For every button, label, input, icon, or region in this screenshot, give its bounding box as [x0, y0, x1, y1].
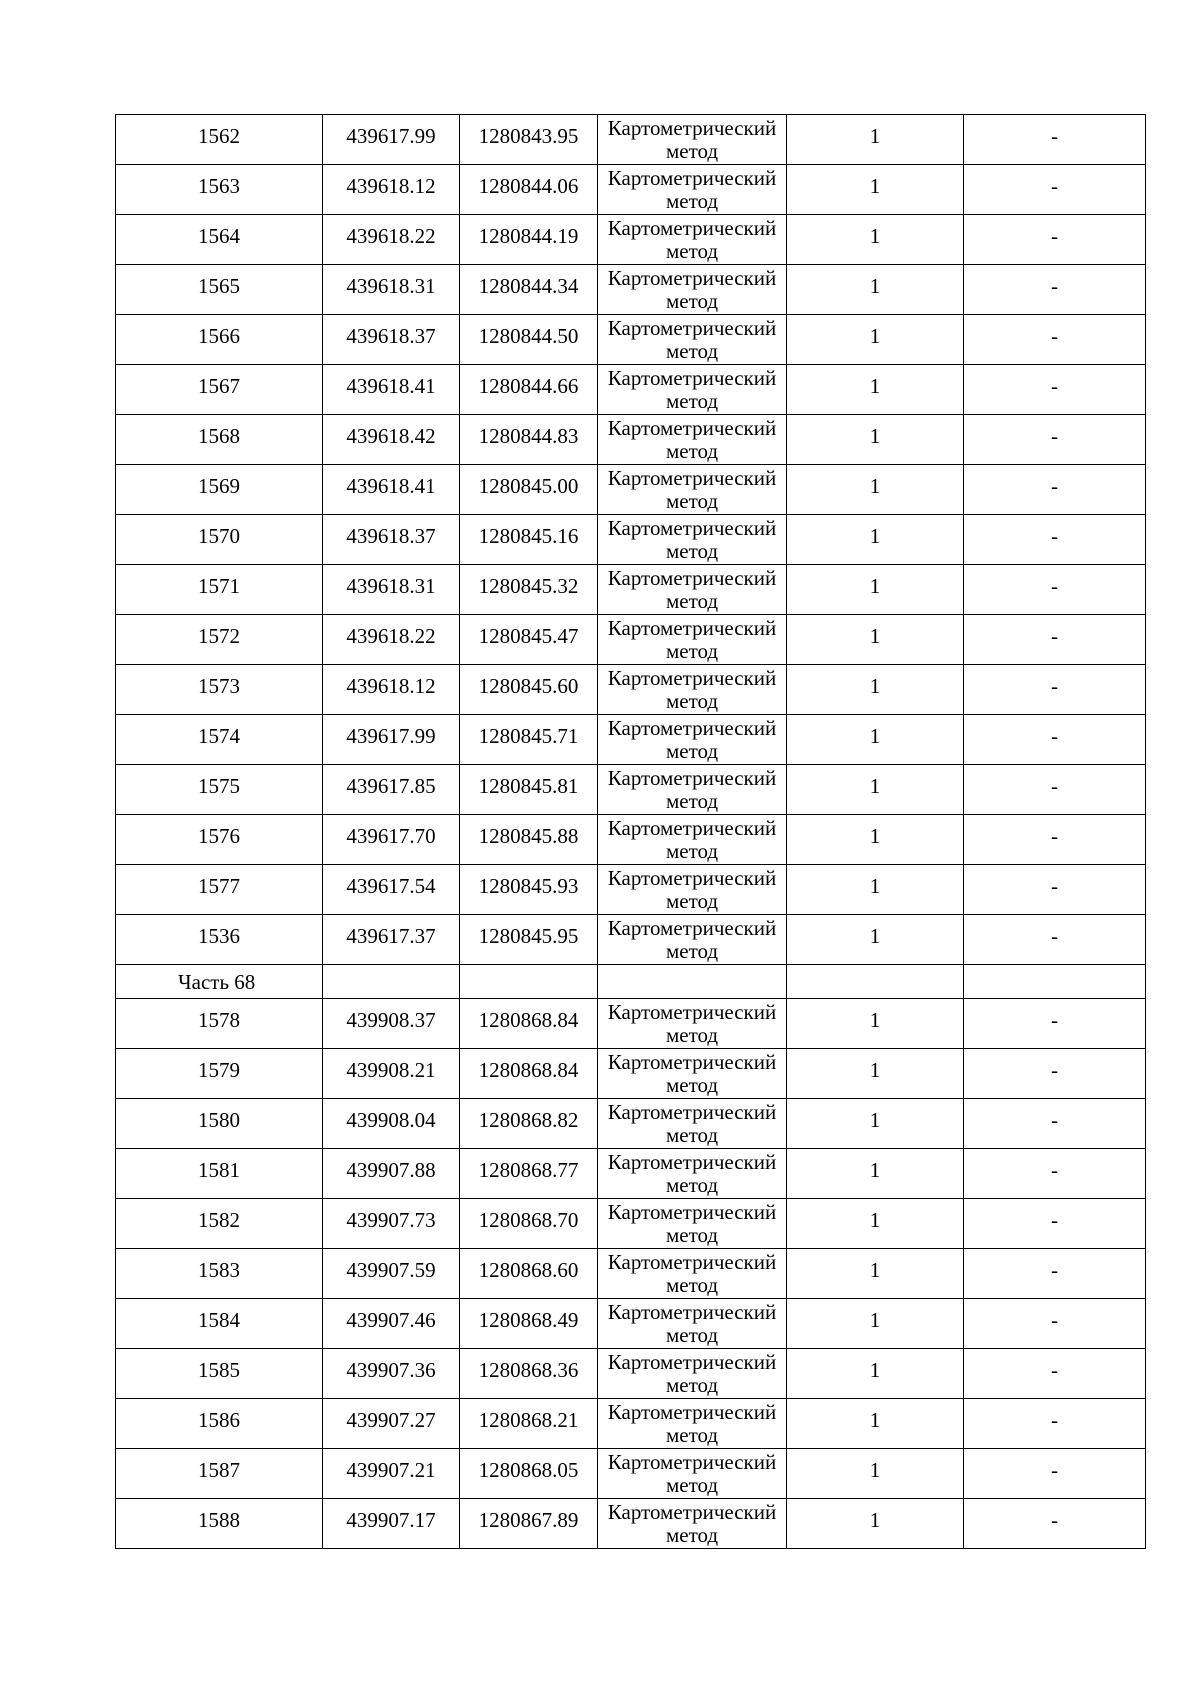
- table-row: [116, 765, 1146, 815]
- method-cell: [598, 1049, 787, 1099]
- point-number-cell: 1574: [116, 715, 323, 765]
- method-text: Картометрический: [607, 1400, 777, 1424]
- accuracy-cell: 1: [787, 265, 964, 315]
- point-number-cell: 1571: [116, 565, 323, 615]
- note-cell: -: [964, 1149, 1146, 1199]
- table-row: [116, 1399, 1146, 1449]
- point-number-cell: 1585: [116, 1349, 323, 1399]
- method-text: метод: [665, 1323, 719, 1347]
- y-coordinate-cell: 1280844.83: [460, 415, 598, 465]
- note-cell: -: [964, 565, 1146, 615]
- method-cell: [598, 865, 787, 915]
- x-coordinate-cell: 439618.37: [323, 315, 460, 365]
- point-number-cell: 1583: [116, 1249, 323, 1299]
- x-coordinate-cell: 439617.37: [323, 915, 460, 965]
- method-text: Картометрический: [607, 1250, 777, 1274]
- method-text: Картометрический: [607, 1200, 777, 1224]
- y-coordinate-cell: 1280844.06: [460, 165, 598, 215]
- y-coordinate-cell: 1280845.95: [460, 915, 598, 965]
- part-label: Часть 68: [116, 965, 323, 999]
- table-row: [116, 1049, 1146, 1099]
- method-text: метод: [665, 289, 719, 313]
- empty-cell: [598, 965, 787, 999]
- point-number-cell: 1565: [116, 265, 323, 315]
- note-cell: -: [964, 1249, 1146, 1299]
- accuracy-cell: 1: [787, 715, 964, 765]
- x-coordinate-cell: 439618.31: [323, 265, 460, 315]
- point-number-cell: 1577: [116, 865, 323, 915]
- table-row: [116, 1099, 1146, 1149]
- method-cell: [598, 715, 787, 765]
- method-text: метод: [665, 939, 719, 963]
- table-row: [116, 665, 1146, 715]
- method-cell: [598, 1149, 787, 1199]
- accuracy-cell: 1: [787, 1099, 964, 1149]
- accuracy-cell: 1: [787, 365, 964, 415]
- method-cell: [598, 115, 787, 165]
- method-text: Картометрический: [607, 1050, 777, 1074]
- method-text: метод: [665, 1523, 719, 1547]
- method-cell: [598, 999, 787, 1049]
- method-text: Картометрический: [607, 316, 777, 340]
- accuracy-cell: 1: [787, 865, 964, 915]
- table-row: [116, 1449, 1146, 1499]
- x-coordinate-cell: 439618.12: [323, 165, 460, 215]
- method-text: Картометрический: [607, 716, 777, 740]
- accuracy-cell: 1: [787, 115, 964, 165]
- empty-cell: [323, 965, 460, 999]
- method-text: метод: [665, 889, 719, 913]
- x-coordinate-cell: 439617.99: [323, 115, 460, 165]
- x-coordinate-cell: 439618.31: [323, 565, 460, 615]
- x-coordinate-cell: 439908.37: [323, 999, 460, 1049]
- method-text: Картометрический: [607, 1450, 777, 1474]
- method-cell: [598, 1249, 787, 1299]
- note-cell: -: [964, 265, 1146, 315]
- point-number-cell: 1562: [116, 115, 323, 165]
- table-row: [116, 565, 1146, 615]
- x-coordinate-cell: 439618.37: [323, 515, 460, 565]
- method-cell: [598, 1299, 787, 1349]
- note-cell: -: [964, 1049, 1146, 1099]
- x-coordinate-cell: 439907.46: [323, 1299, 460, 1349]
- note-cell: -: [964, 1349, 1146, 1399]
- empty-cell: [964, 965, 1146, 999]
- x-coordinate-cell: 439618.41: [323, 365, 460, 415]
- accuracy-cell: 1: [787, 165, 964, 215]
- x-coordinate-cell: 439907.73: [323, 1199, 460, 1249]
- method-cell: [598, 365, 787, 415]
- method-text: Картометрический: [607, 416, 777, 440]
- point-number-cell: 1581: [116, 1149, 323, 1199]
- accuracy-cell: 1: [787, 1249, 964, 1299]
- table-row: [116, 715, 1146, 765]
- table-row: [116, 215, 1146, 265]
- x-coordinate-cell: 439907.21: [323, 1449, 460, 1499]
- method-cell: [598, 1399, 787, 1449]
- method-text: метод: [665, 739, 719, 763]
- note-cell: -: [964, 865, 1146, 915]
- x-coordinate-cell: 439908.21: [323, 1049, 460, 1099]
- method-text: метод: [665, 1473, 719, 1497]
- table-row: [116, 165, 1146, 215]
- x-coordinate-cell: 439618.41: [323, 465, 460, 515]
- method-text: Картометрический: [607, 516, 777, 540]
- x-coordinate-cell: 439618.12: [323, 665, 460, 715]
- x-coordinate-cell: 439618.22: [323, 215, 460, 265]
- accuracy-cell: 1: [787, 565, 964, 615]
- y-coordinate-cell: 1280867.89: [460, 1499, 598, 1549]
- method-text: Картометрический: [607, 1500, 777, 1524]
- table-row: [116, 315, 1146, 365]
- note-cell: -: [964, 365, 1146, 415]
- note-cell: -: [964, 115, 1146, 165]
- note-cell: -: [964, 999, 1146, 1049]
- method-text: метод: [665, 489, 719, 513]
- method-text: метод: [665, 789, 719, 813]
- method-cell: [598, 165, 787, 215]
- note-cell: -: [964, 315, 1146, 365]
- accuracy-cell: 1: [787, 215, 964, 265]
- point-number-cell: 1568: [116, 415, 323, 465]
- method-cell: [598, 815, 787, 865]
- empty-cell: [787, 965, 964, 999]
- method-text: метод: [665, 1273, 719, 1297]
- point-number-cell: 1582: [116, 1199, 323, 1249]
- method-text: метод: [665, 589, 719, 613]
- y-coordinate-cell: 1280844.50: [460, 315, 598, 365]
- point-number-cell: 1572: [116, 615, 323, 665]
- accuracy-cell: 1: [787, 665, 964, 715]
- method-text: метод: [665, 1023, 719, 1047]
- table-row: [116, 999, 1146, 1049]
- method-text: Картометрический: [607, 566, 777, 590]
- note-cell: -: [964, 1299, 1146, 1349]
- method-cell: [598, 1499, 787, 1549]
- y-coordinate-cell: 1280868.21: [460, 1399, 598, 1449]
- accuracy-cell: 1: [787, 1449, 964, 1499]
- method-text: метод: [665, 1223, 719, 1247]
- coordinates-table: [115, 114, 1146, 1549]
- method-text: Картометрический: [607, 666, 777, 690]
- method-text: Картометрический: [607, 1100, 777, 1124]
- note-cell: -: [964, 465, 1146, 515]
- x-coordinate-cell: 439908.04: [323, 1099, 460, 1149]
- method-text: метод: [665, 139, 719, 163]
- y-coordinate-cell: 1280845.81: [460, 765, 598, 815]
- method-text: Картометрический: [607, 816, 777, 840]
- accuracy-cell: 1: [787, 415, 964, 465]
- note-cell: -: [964, 1099, 1146, 1149]
- method-text: метод: [665, 239, 719, 263]
- y-coordinate-cell: 1280868.05: [460, 1449, 598, 1499]
- method-cell: [598, 515, 787, 565]
- note-cell: -: [964, 1499, 1146, 1549]
- method-text: Картометрический: [607, 166, 777, 190]
- accuracy-cell: 1: [787, 315, 964, 365]
- method-text: Картометрический: [607, 766, 777, 790]
- table-row: [116, 1199, 1146, 1249]
- y-coordinate-cell: 1280845.71: [460, 715, 598, 765]
- point-number-cell: 1563: [116, 165, 323, 215]
- method-text: метод: [665, 1173, 719, 1197]
- y-coordinate-cell: 1280843.95: [460, 115, 598, 165]
- note-cell: -: [964, 1449, 1146, 1499]
- table-row: [116, 265, 1146, 315]
- method-cell: [598, 465, 787, 515]
- y-coordinate-cell: 1280845.32: [460, 565, 598, 615]
- x-coordinate-cell: 439618.22: [323, 615, 460, 665]
- method-text: Картометрический: [607, 216, 777, 240]
- note-cell: -: [964, 915, 1146, 965]
- table-row: [116, 115, 1146, 165]
- method-cell: [598, 1349, 787, 1399]
- y-coordinate-cell: 1280845.93: [460, 865, 598, 915]
- point-number-cell: 1536: [116, 915, 323, 965]
- point-number-cell: 1569: [116, 465, 323, 515]
- accuracy-cell: 1: [787, 515, 964, 565]
- method-cell: [598, 615, 787, 665]
- y-coordinate-cell: 1280868.36: [460, 1349, 598, 1399]
- table-row: [116, 1499, 1146, 1549]
- x-coordinate-cell: 439617.54: [323, 865, 460, 915]
- method-text: метод: [665, 189, 719, 213]
- accuracy-cell: 1: [787, 999, 964, 1049]
- method-text: метод: [665, 339, 719, 363]
- accuracy-cell: 1: [787, 815, 964, 865]
- y-coordinate-cell: 1280845.16: [460, 515, 598, 565]
- y-coordinate-cell: 1280845.47: [460, 615, 598, 665]
- note-cell: -: [964, 215, 1146, 265]
- accuracy-cell: 1: [787, 1149, 964, 1199]
- x-coordinate-cell: 439617.99: [323, 715, 460, 765]
- y-coordinate-cell: 1280845.00: [460, 465, 598, 515]
- y-coordinate-cell: 1280868.82: [460, 1099, 598, 1149]
- accuracy-cell: 1: [787, 1399, 964, 1449]
- x-coordinate-cell: 439907.17: [323, 1499, 460, 1549]
- accuracy-cell: 1: [787, 765, 964, 815]
- point-number-cell: 1564: [116, 215, 323, 265]
- method-text: метод: [665, 439, 719, 463]
- table-row: [116, 815, 1146, 865]
- method-cell: [598, 565, 787, 615]
- table-row: [116, 1149, 1146, 1199]
- x-coordinate-cell: 439907.27: [323, 1399, 460, 1449]
- coordinates-table-body: [116, 115, 1146, 1549]
- method-cell: [598, 915, 787, 965]
- y-coordinate-cell: 1280868.49: [460, 1299, 598, 1349]
- point-number-cell: 1580: [116, 1099, 323, 1149]
- note-cell: -: [964, 715, 1146, 765]
- method-cell: [598, 215, 787, 265]
- table-row: [116, 865, 1146, 915]
- method-text: Картометрический: [607, 1000, 777, 1024]
- note-cell: -: [964, 165, 1146, 215]
- method-text: метод: [665, 639, 719, 663]
- accuracy-cell: 1: [787, 465, 964, 515]
- point-number-cell: 1566: [116, 315, 323, 365]
- method-text: метод: [665, 1423, 719, 1447]
- accuracy-cell: 1: [787, 1199, 964, 1249]
- y-coordinate-cell: 1280868.84: [460, 1049, 598, 1099]
- y-coordinate-cell: 1280844.34: [460, 265, 598, 315]
- accuracy-cell: 1: [787, 1499, 964, 1549]
- table-row: [116, 915, 1146, 965]
- method-text: Картометрический: [607, 616, 777, 640]
- empty-cell: [460, 965, 598, 999]
- method-text: Картометрический: [607, 266, 777, 290]
- note-cell: -: [964, 765, 1146, 815]
- note-cell: -: [964, 515, 1146, 565]
- x-coordinate-cell: 439617.85: [323, 765, 460, 815]
- y-coordinate-cell: 1280868.77: [460, 1149, 598, 1199]
- method-text: метод: [665, 839, 719, 863]
- table-row: [116, 515, 1146, 565]
- note-cell: -: [964, 1399, 1146, 1449]
- point-number-cell: 1578: [116, 999, 323, 1049]
- y-coordinate-cell: 1280868.60: [460, 1249, 598, 1299]
- method-text: Картометрический: [607, 866, 777, 890]
- method-cell: [598, 265, 787, 315]
- method-text: метод: [665, 389, 719, 413]
- point-number-cell: 1573: [116, 665, 323, 715]
- note-cell: -: [964, 665, 1146, 715]
- point-number-cell: 1586: [116, 1399, 323, 1449]
- method-cell: [598, 765, 787, 815]
- method-text: Картометрический: [607, 916, 777, 940]
- point-number-cell: 1575: [116, 765, 323, 815]
- point-number-cell: 1570: [116, 515, 323, 565]
- note-cell: -: [964, 815, 1146, 865]
- accuracy-cell: 1: [787, 1349, 964, 1399]
- table-row: [116, 615, 1146, 665]
- part-header-row: [116, 965, 1146, 999]
- y-coordinate-cell: 1280845.60: [460, 665, 598, 715]
- method-text: метод: [665, 1123, 719, 1147]
- point-number-cell: 1567: [116, 365, 323, 415]
- method-text: Картометрический: [607, 1350, 777, 1374]
- x-coordinate-cell: 439617.70: [323, 815, 460, 865]
- point-number-cell: 1587: [116, 1449, 323, 1499]
- point-number-cell: 1584: [116, 1299, 323, 1349]
- x-coordinate-cell: 439907.88: [323, 1149, 460, 1199]
- method-cell: [598, 1199, 787, 1249]
- point-number-cell: 1579: [116, 1049, 323, 1099]
- y-coordinate-cell: 1280868.70: [460, 1199, 598, 1249]
- method-text: метод: [665, 689, 719, 713]
- y-coordinate-cell: 1280845.88: [460, 815, 598, 865]
- note-cell: -: [964, 615, 1146, 665]
- table-row: [116, 1349, 1146, 1399]
- method-text: метод: [665, 1073, 719, 1097]
- method-cell: [598, 1099, 787, 1149]
- method-cell: [598, 1449, 787, 1499]
- method-text: Картометрический: [607, 116, 777, 140]
- accuracy-cell: 1: [787, 1299, 964, 1349]
- method-text: метод: [665, 1373, 719, 1397]
- method-text: Картометрический: [607, 466, 777, 490]
- method-cell: [598, 315, 787, 365]
- note-cell: -: [964, 415, 1146, 465]
- method-text: Картометрический: [607, 1150, 777, 1174]
- y-coordinate-cell: 1280844.19: [460, 215, 598, 265]
- y-coordinate-cell: 1280844.66: [460, 365, 598, 415]
- point-number-cell: 1588: [116, 1499, 323, 1549]
- accuracy-cell: 1: [787, 615, 964, 665]
- y-coordinate-cell: 1280868.84: [460, 999, 598, 1049]
- note-cell: -: [964, 1199, 1146, 1249]
- table-row: [116, 415, 1146, 465]
- x-coordinate-cell: 439907.59: [323, 1249, 460, 1299]
- table-row: [116, 1249, 1146, 1299]
- table-row: [116, 365, 1146, 415]
- method-text: метод: [665, 539, 719, 563]
- method-text: Картометрический: [607, 1300, 777, 1324]
- method-text: Картометрический: [607, 366, 777, 390]
- method-cell: [598, 665, 787, 715]
- method-cell: [598, 415, 787, 465]
- accuracy-cell: 1: [787, 1049, 964, 1099]
- point-number-cell: 1576: [116, 815, 323, 865]
- x-coordinate-cell: 439618.42: [323, 415, 460, 465]
- accuracy-cell: 1: [787, 915, 964, 965]
- x-coordinate-cell: 439907.36: [323, 1349, 460, 1399]
- table-row: [116, 1299, 1146, 1349]
- table-row: [116, 465, 1146, 515]
